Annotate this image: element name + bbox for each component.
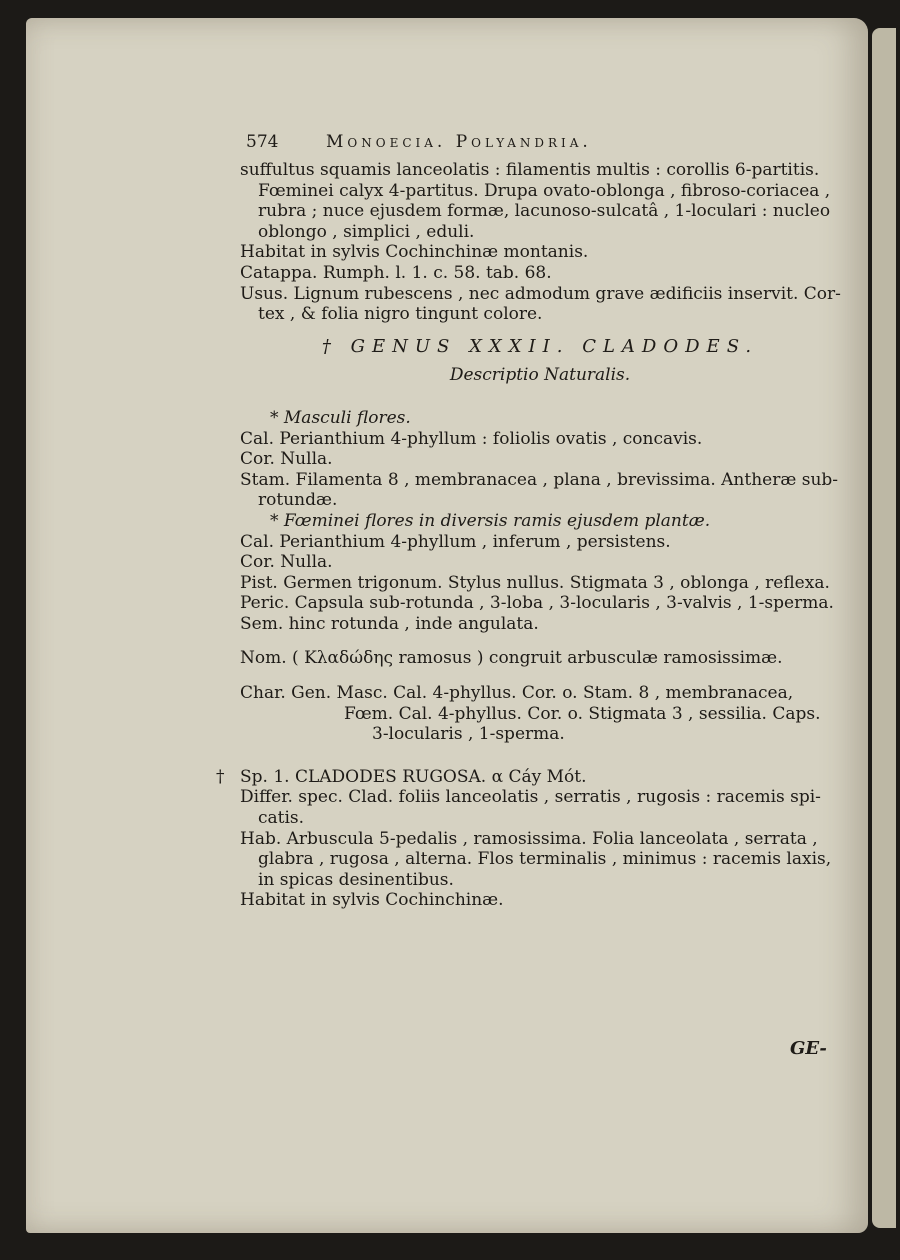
text-line: Catappa. Rumph. l. 1. c. 58. tab. 68. [240,262,552,283]
char-gen-line: Fœm. Cal. 4-phyllus. Cor. o. Stigmata 3 , sessilia. Caps. [344,703,821,724]
text-line: Usus. Lignum rubescens , nec admodum grave ædificiis inservit. Cor- [240,283,841,304]
char-gen-line: Char. Gen. Masc. Cal. 4-phyllus. Cor. o. Stam. 8 , membranacea, [240,683,794,704]
running-head: Monoecia. Polyandria. [326,132,592,152]
page-header [246,132,846,152]
species-line: catis. [258,808,305,829]
text-line: oblongo , simplici , eduli. [258,221,475,242]
adjacent-page-edge [872,28,896,1228]
feminei-line: Cal. Perianthium 4-phyllum , inferum , persistens. [240,531,671,552]
masculi-line: Stam. Filamenta 8 , membranacea , plana , brevissima. Antheræ sub- [240,469,839,490]
species-mark: † [216,766,225,787]
descriptio-heading: Descriptio Naturalis. [449,365,631,386]
species-line: in spicas desinentibus. [258,869,454,890]
species-line: Habitat in sylvis Cochinchinæ. [240,890,504,911]
species-line: Differ. spec. Clad. foliis lanceolatis , serratis , rugosis : racemis spi- [240,787,821,808]
feminei-line: Pist. Germen trigonum. Stylus nullus. Stigmata 3 , oblonga , reflexa. [240,572,830,593]
species-line: glabra , rugosa , alterna. Flos terminalis , minimus : racemis laxis, [258,849,832,870]
char-gen-line: 3-locularis , 1-sperma. [372,724,565,745]
page-number: 574 [246,132,279,152]
text-line: tex , & folia nigro tingunt colore. [258,304,543,325]
catchword: GE- [790,1038,827,1059]
species-title: Sp. 1. CLADODES RUGOSA. α Cáy Mót. [240,766,587,787]
masculi-line: Cal. Perianthium 4-phyllum : foliolis ovatis , concavis. [240,428,703,449]
text-line: Habitat in sylvis Cochinchinæ montanis. [240,242,589,263]
text-line: Fœminei calyx 4-partitus. Drupa ovato-oblonga , fibroso-coriacea , [258,180,831,201]
text-line: suffultus squamis lanceolatis : filamentis multis : corollis 6-partitis. [240,160,820,180]
feminei-heading: * Fœminei flores in diversis ramis ejusdem plantæ. [270,510,711,531]
masculi-line: rotundæ. [258,490,338,511]
text-line: rubra ; nuce ejusdem formæ, lacunoso-sulcatâ , 1-loculari : nucleo [258,201,831,222]
page-body [216,160,841,911]
species-line: Hab. Arbuscula 5-pedalis , ramosissima. Folia lanceolata , serrata , [240,828,818,849]
genus-title: † GENUS XXXII. CLADODES. [321,335,759,357]
masculi-line: Cor. Nulla. [240,449,333,470]
feminei-line: Cor. Nulla. [240,552,333,573]
feminei-line: Sem. hinc rotunda , inde angulata. [240,613,539,634]
nomenclature-line: Nom. ( Κλαδώδης ramosus ) congruit arbusculæ ramosissimæ. [240,648,783,669]
species-line [216,766,840,788]
feminei-line: Peric. Capsula sub-rotunda , 3-loba , 3-locularis , 3-valvis , 1-sperma. [240,593,834,614]
masculi-heading: * Masculi flores. [270,407,411,428]
